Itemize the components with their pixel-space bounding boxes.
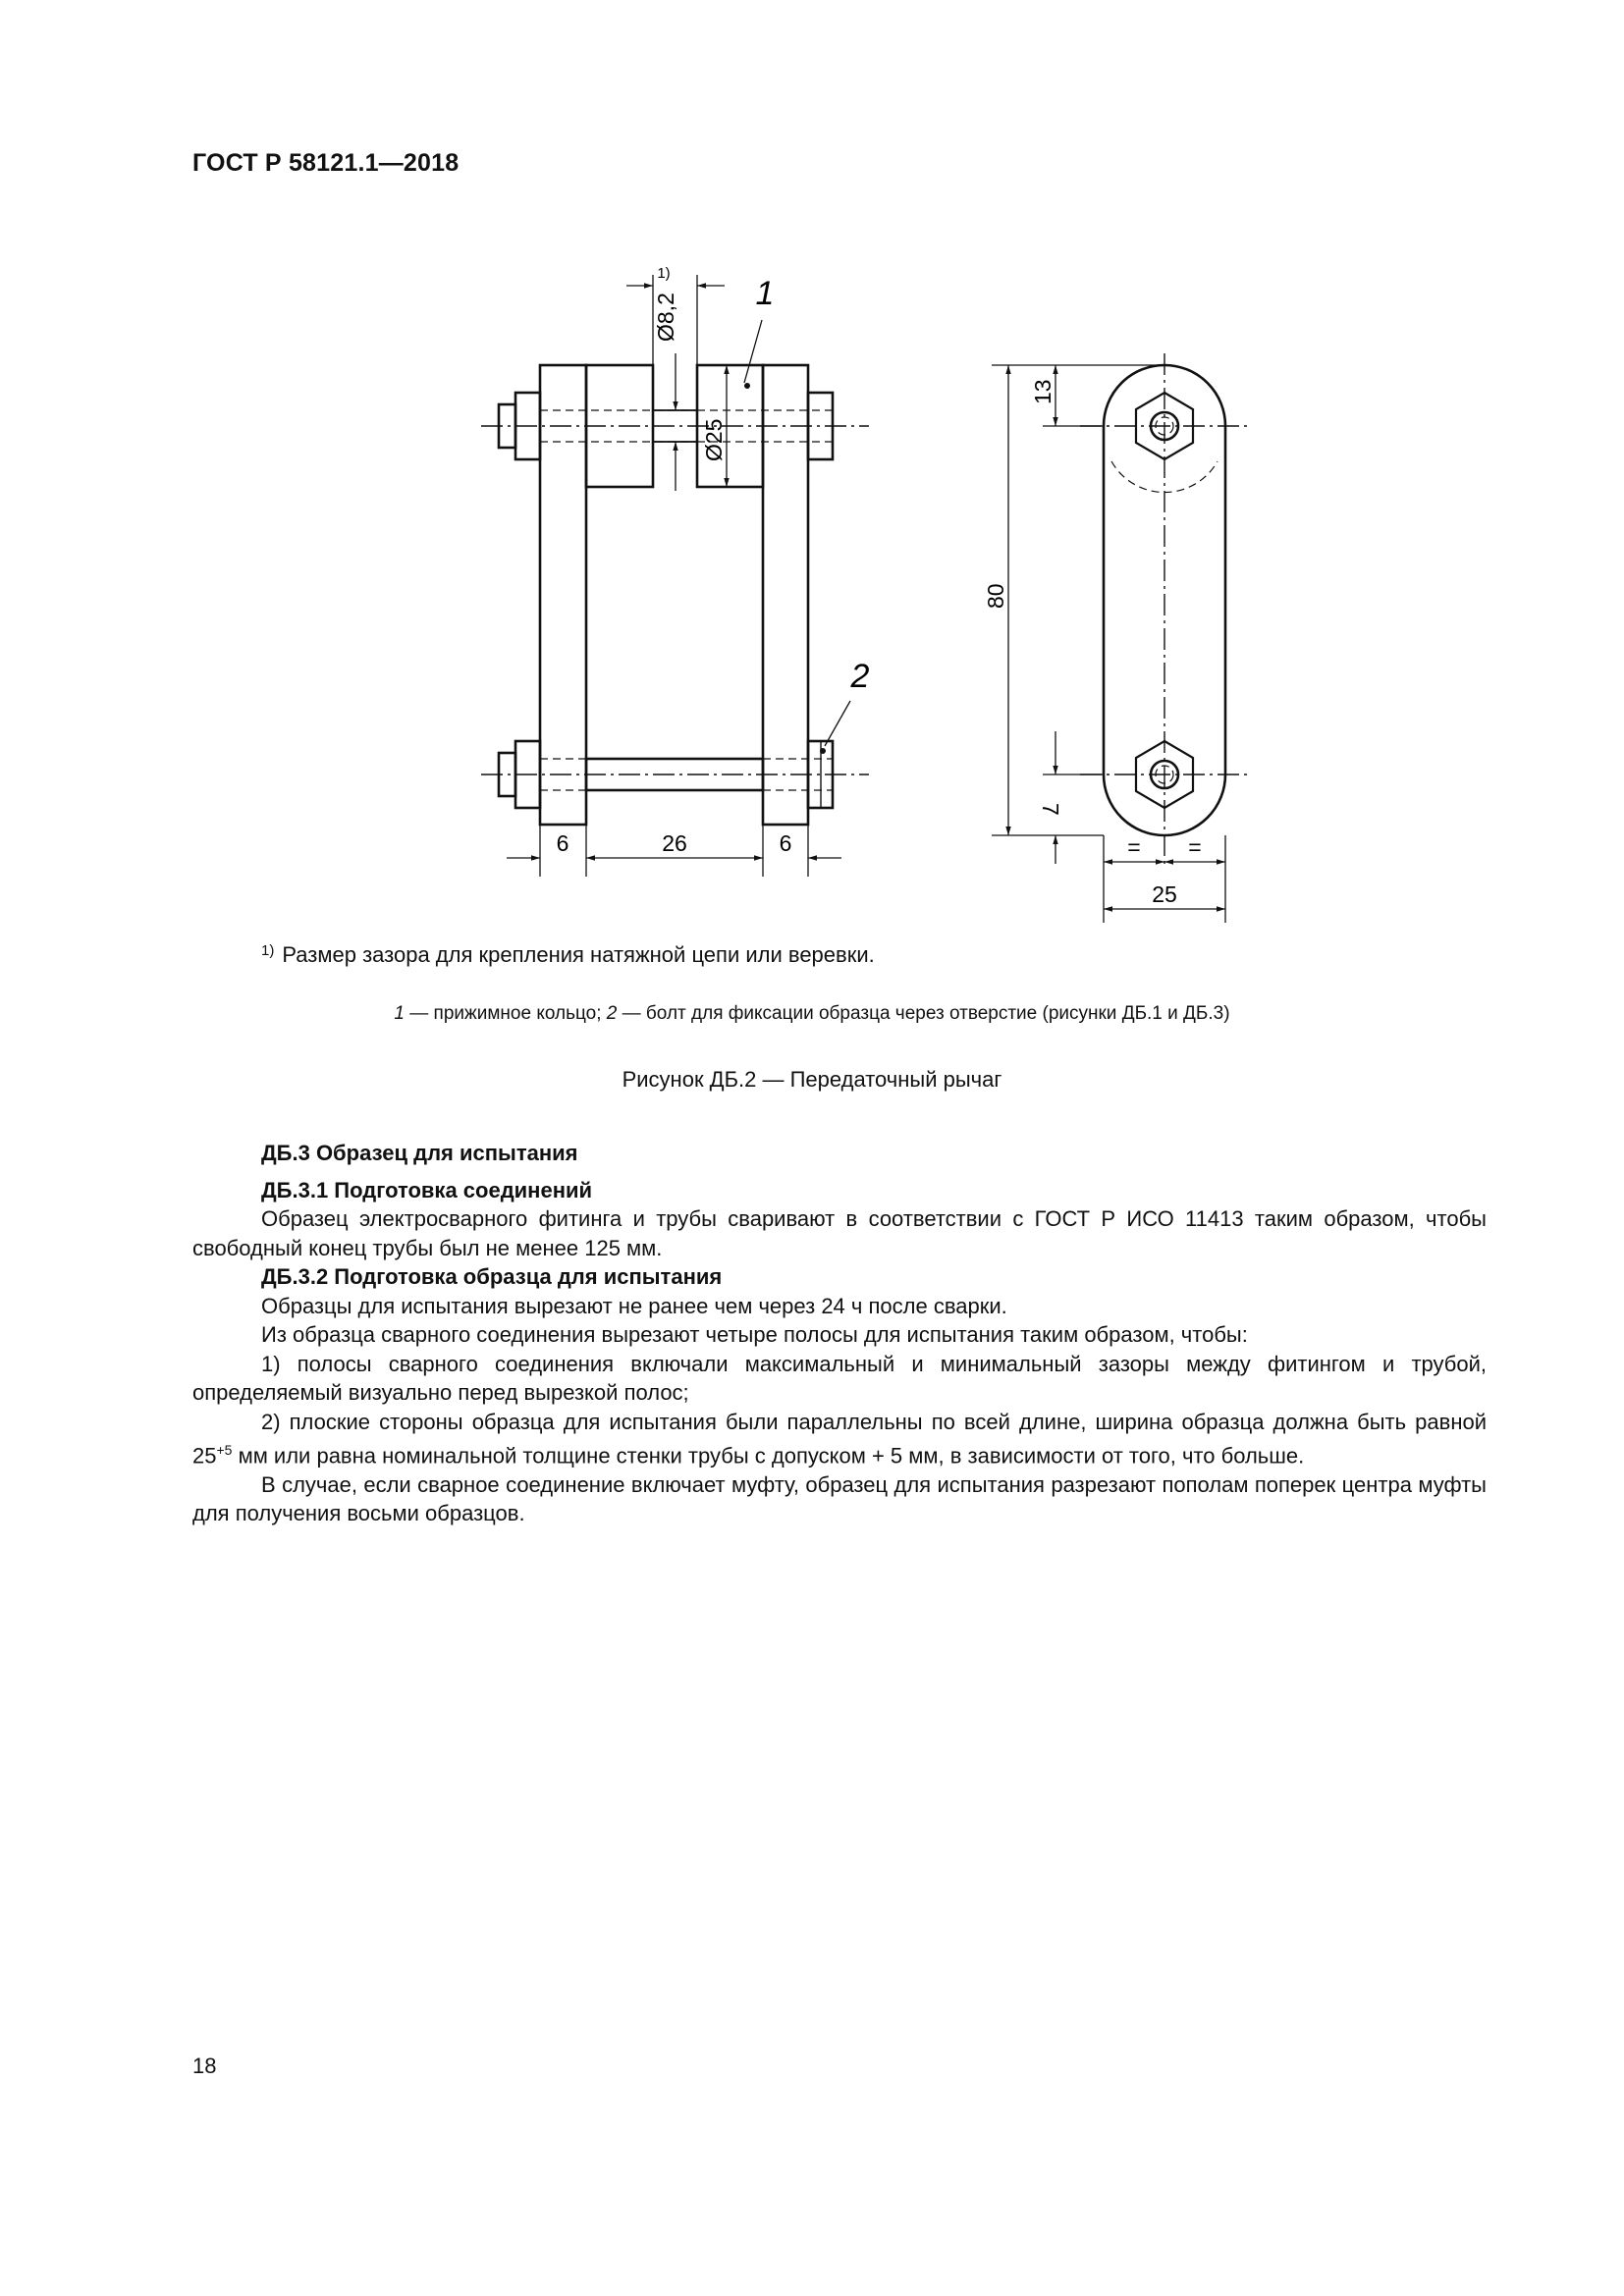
subsection-2-title: ДБ.3.2 Подготовка образца для испытания (261, 1264, 723, 1289)
legend-text-2: — болт для фиксации образца через отверстие (рисунки ДБ.1 и ДБ.3) (617, 1003, 1230, 1024)
section-title: ДБ.3 Образец для испытания (261, 1141, 578, 1165)
figure-transmission-lever (0, 0, 1624, 942)
dim-7: 7 (1038, 803, 1063, 816)
paragraph-4-a: 2) плоские стороны образца для испытания были параллельны по всей длине, ширина образца должна быть равной 25 (192, 1409, 1487, 1468)
paragraph-4 (192, 1408, 1487, 1470)
tolerance-sup: +5 (216, 1442, 233, 1458)
callout-2: 2 (850, 658, 870, 695)
dim-6-left: 6 (556, 830, 569, 856)
footnote-text: Размер зазора для крепления натяжной цепи или веревки. (282, 942, 875, 967)
section-body (192, 1139, 1487, 1528)
legend-num-2: 2 (606, 1003, 618, 1024)
figure-legend (0, 1003, 1624, 1025)
hidden-lines (540, 410, 833, 790)
footnote-mark-label: 1) (657, 265, 671, 282)
figure-caption: Рисунок ДБ.2 — Передаточный рычаг (622, 1067, 1002, 1092)
equal-mark-right: = (1188, 834, 1202, 860)
equal-mark-left: = (1127, 834, 1141, 860)
legend-num-1: 1 (394, 1003, 405, 1024)
front-view (499, 365, 833, 825)
document-header: ГОСТ Р 58121.1—2018 (192, 149, 460, 177)
callout-1: 1 (755, 275, 775, 312)
paragraph-3: 1) полосы сварного соединения включали максимальный и минимальный зазоры между фитингом и трубой, определяемый визуально перед вырезкой полос; (192, 1351, 1487, 1405)
paragraph-4-b: мм или равна номинальной толщине стенки трубы с допуском + 5 мм, в зависимости от того, что больше. (232, 1443, 1305, 1468)
subsection-1-title: ДБ.3.1 Подготовка соединений (261, 1177, 593, 1202)
paragraph-2: Из образца сварного соединения вырезают четыре полосы для испытания таким образом, чтобы: (261, 1322, 1248, 1347)
dim-26: 26 (662, 830, 687, 856)
dim-80: 80 (983, 583, 1008, 609)
figure-footnote (261, 942, 875, 968)
dim-13: 13 (1030, 379, 1056, 404)
dim-diameter-8-2: Ø8,2 (653, 293, 678, 342)
footnote-mark: 1) (261, 942, 275, 959)
legend-text-1: — прижимное кольцо; (405, 1003, 607, 1024)
page-number: 18 (192, 2054, 217, 2078)
subsection-1-text: Образец электросварного фитинга и трубы сваривают в соответствии с ГОСТ Р ИСО 11413 таким образом, чтобы свободный конец трубы был не менее 125 мм. (192, 1206, 1487, 1260)
dim-6-right: 6 (779, 830, 792, 856)
dim-diameter-25: Ø25 (701, 418, 727, 461)
paragraph-5: В случае, если сварное соединение включает муфту, образец для испытания разрезают пополам поперек центра муфты для получения восьми образцов. (192, 1471, 1487, 1526)
dim-25: 25 (1152, 881, 1177, 907)
paragraph-1: Образцы для испытания вырезают не ранее чем через 24 ч после сварки. (261, 1293, 1007, 1318)
